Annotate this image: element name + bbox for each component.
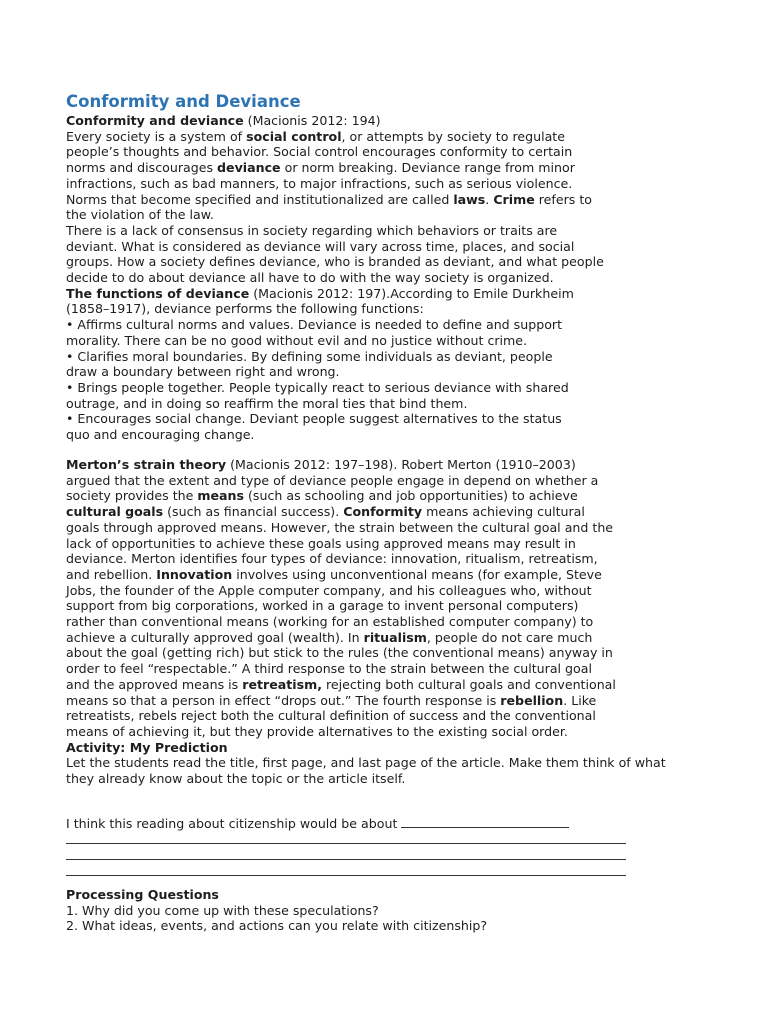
section-conformity <box>66 113 716 443</box>
list-item: • Brings people together. People typically react to serious deviance with shared <box>66 379 569 395</box>
text-run: achieve a culturally approved goal (wealth). In <box>66 629 364 645</box>
document-title: Conformity and Deviance <box>66 92 301 111</box>
paragraph-line: Let the students read the title, first page, and last page of the article. Make them think of what <box>66 755 666 771</box>
list-item: • Encourages social change. Deviant people suggest alternatives to the status <box>66 411 562 427</box>
paragraph-line: infractions, such as bad manners, to major infractions, such as serious violence. <box>66 175 573 191</box>
paragraph-line: There is a lack of consensus in society regarding which behaviors or traits are <box>66 222 558 238</box>
text-run: rebellion <box>500 692 564 708</box>
text-run: (such as financial success). <box>163 504 344 520</box>
section-line <box>66 457 716 473</box>
text-run: social control <box>246 128 342 144</box>
text-run: ritualism <box>363 629 427 645</box>
text-run: Processing Questions <box>66 887 219 902</box>
text-run: means achieving cultural <box>422 504 585 520</box>
paragraph-line: goals through approved means. However, the strain between the cultural goal and the <box>66 519 614 535</box>
text-run: . Like <box>563 692 597 708</box>
text-run: Every society is a system of <box>66 128 247 144</box>
list-item: • Affirms cultural norms and values. Deviance is needed to define and support <box>66 317 563 333</box>
paragraph-line <box>66 160 716 176</box>
paragraph-line <box>66 693 716 709</box>
text-run: means <box>197 488 244 504</box>
text-run: norms and discourages <box>66 160 218 176</box>
paragraph-line: deviance. Merton identifies four types of deviance: innovation, ritualism, retreatism, <box>66 551 598 567</box>
paragraph-line: morality. There can be no good without evil and no justice without crime. <box>66 332 528 348</box>
text-run: retreatism, <box>242 676 322 692</box>
text-run: or norm breaking. Deviance range from minor <box>280 160 575 176</box>
text-run: (Macionis 2012: 197–198). Robert Merton (1910–2003) <box>226 457 576 472</box>
text-run: and rebellion. <box>66 566 157 582</box>
answer-line[interactable] <box>66 863 716 879</box>
text-run: Activity: My Prediction <box>66 739 228 755</box>
text-run: deviance <box>217 160 281 176</box>
answer-line[interactable] <box>66 847 716 863</box>
paragraph-line: retreatists, rebels reject both the cultural definition of success and the conventional <box>66 708 596 724</box>
text-run: Conformity <box>343 504 423 520</box>
paragraph-line: about the goal (getting rich) but stick to the rules (the conventional means) anyway in <box>66 645 613 661</box>
text-run: , people do not care much <box>426 629 593 645</box>
text-run: , or attempts by society to regulate <box>341 128 565 144</box>
paragraph-line <box>66 504 716 520</box>
section-line <box>66 113 716 129</box>
paragraph-line <box>66 129 716 145</box>
paragraph-line: rather than conventional means (working for an established computer company) to <box>66 614 594 630</box>
paragraph-line: order to feel “respectable.” A third response to the strain between the cultural goal <box>66 661 592 677</box>
paragraph-line: groups. How a society defines deviance, who is branded as deviant, and what people <box>66 254 604 270</box>
processing-questions <box>66 887 716 934</box>
paragraph-line <box>66 567 716 583</box>
paragraph-line: people’s thoughts and behavior. Social control encourages conformity to certain <box>66 144 573 160</box>
paragraph-line <box>66 192 716 208</box>
paragraph-line: outrage, and in doing so reaffirm the moral ties that bind them. <box>66 395 468 411</box>
prediction-prompt <box>66 816 716 832</box>
paragraph-line <box>66 488 716 504</box>
paragraph-line: quo and encouraging change. <box>66 427 255 443</box>
paragraph-line <box>66 677 716 693</box>
section-heading: The functions of deviance <box>66 285 250 301</box>
text-run: society provides the <box>66 488 198 504</box>
question-item: 1. Why did you come up with these speculations? <box>66 902 379 918</box>
text-run: rejecting both cultural goals and conventional <box>322 676 616 692</box>
paragraph-line: Jobs, the founder of the Apple computer company, and his colleagues who, without <box>66 582 592 598</box>
paragraph-line <box>66 630 716 646</box>
paragraph-line: means of achieving it, but they provide alternatives to the existing social order. <box>66 723 568 739</box>
paragraph-line: argued that the extent and type of deviance people engage in depend on whether a <box>66 472 599 488</box>
text-run: Norms that become specified and institutionalized are called <box>66 191 454 207</box>
text-run: (such as schooling and job opportunities) to achieve <box>244 488 578 504</box>
text-run: involves using unconventional means (for example, Steve <box>232 566 602 582</box>
text-run: means so that a person in effect “drops out.” The fourth response is <box>66 692 501 708</box>
processing-heading <box>66 887 716 903</box>
text-run: I think this reading about citizenship would be about <box>66 816 398 831</box>
text-run: refers to <box>534 191 592 207</box>
prediction-blank[interactable] <box>401 816 569 828</box>
text-run: Innovation <box>156 566 233 582</box>
text-run: (Macionis 2012: 194) <box>243 113 381 128</box>
paragraph-line: (1858–1917), deviance performs the following functions: <box>66 301 424 317</box>
text-run: cultural goals <box>66 504 164 520</box>
section-merton <box>66 457 716 787</box>
text-run: and the approved means is <box>66 676 243 692</box>
paragraph-line: decide to do about deviance all have to do with the way society is organized. <box>66 270 554 286</box>
text-run: . <box>485 191 494 207</box>
activity-heading <box>66 740 716 756</box>
section-heading: Merton’s strain theory <box>66 457 227 472</box>
paragraph-line: support from big corporations, worked in a garage to invent personal computers) <box>66 598 579 614</box>
section-heading: Conformity and deviance <box>66 113 244 128</box>
question-item: 2. What ideas, events, and actions can you relate with citizenship? <box>66 918 488 934</box>
paragraph-line: they already know about the topic or the article itself. <box>66 771 406 787</box>
paragraph-line: deviant. What is considered as deviance will vary across time, places, and social <box>66 238 575 254</box>
text-run: laws <box>453 191 486 207</box>
text-run: Crime <box>493 191 535 207</box>
text-run: (Macionis 2012: 197).According to Emile Durkheim <box>249 285 574 301</box>
list-item: • Clarifies moral boundaries. By defining some individuals as deviant, people <box>66 348 553 364</box>
answer-line[interactable] <box>66 832 716 848</box>
paragraph-line: draw a boundary between right and wrong. <box>66 364 340 380</box>
prediction-area <box>66 816 716 879</box>
paragraph-line: lack of opportunities to achieve these goals using approved means may result in <box>66 535 576 551</box>
section-line <box>66 286 716 302</box>
paragraph-line: the violation of the law. <box>66 207 214 223</box>
